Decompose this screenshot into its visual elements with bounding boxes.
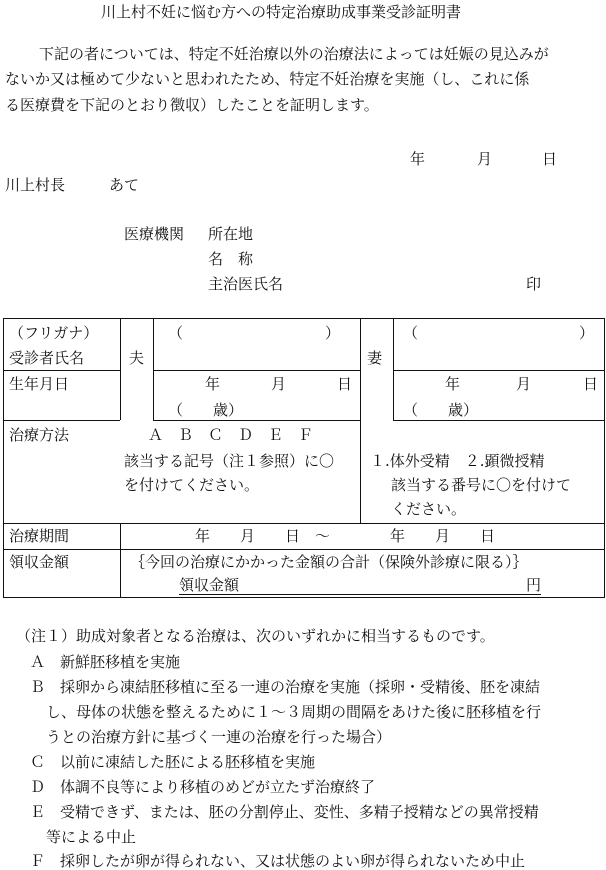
furigana-label: （フリガナ） bbox=[9, 324, 99, 342]
date-year-label: 年 bbox=[410, 150, 426, 168]
intro-line-3: る医療費を下記のとおり徴収）したことを証明します。 bbox=[5, 96, 379, 114]
doctor-name-label: 主治医氏名 bbox=[208, 275, 284, 293]
wife-birth-day: 日 bbox=[583, 375, 599, 393]
husband-age: （ 歳） bbox=[168, 401, 244, 419]
patient-name-label: 受診者氏名 bbox=[9, 349, 85, 367]
husband-label: 夫 bbox=[129, 349, 145, 367]
birth-date-label: 生年月日 bbox=[9, 375, 70, 393]
intro-line-2: ないか又は極めて少ないと思われたため、特定不妊治療を実施（し、これに係 bbox=[5, 70, 530, 88]
wife-furigana-open: （ bbox=[403, 324, 419, 342]
addressee-name: 川上村長 bbox=[5, 176, 66, 194]
intro-line-1: 下記の者については、特定不妊治療以外の治療法によっては妊娠の見込みが bbox=[39, 45, 549, 63]
note-b-line-1: Ｂ 採卵から凍結胚移植に至る一連の治療を実施（採卵・受精後、胚を凍結 bbox=[30, 678, 541, 696]
note-b-line-3: うとの治療方針に基づく一連の治療を行った場合） bbox=[46, 728, 392, 746]
wife-age: （ 歳） bbox=[403, 401, 479, 419]
date-day-label: 日 bbox=[542, 150, 558, 168]
husband-furigana-close: ） bbox=[325, 324, 341, 342]
fertilization-instruction-2: ください。 bbox=[391, 500, 467, 518]
treatment-method-codes: Ａ Ｂ Ｃ Ｄ Ｅ Ｆ bbox=[148, 426, 314, 444]
notes-header: （注１）助成対象者となる治療は、次のいずれかに相当するものです。 bbox=[16, 627, 495, 645]
treatment-method-label: 治療方法 bbox=[9, 426, 70, 444]
yen-label: 円 bbox=[525, 576, 541, 594]
amount-note: ｛今回の治療にかかった金額の合計（保険外診療に限る）｝ bbox=[130, 553, 528, 571]
date-month-label: 月 bbox=[477, 150, 493, 168]
institution-address-label: 所在地 bbox=[208, 225, 254, 243]
note-d: Ｄ 体調不良等により移植のめどが立たず治療終了 bbox=[30, 778, 376, 796]
method-instruction-1: 該当する記号（注１参照）に〇 bbox=[124, 452, 335, 470]
note-f: Ｆ 採卵したが卵が得られない、又は状態のよい卵が得られないため中止 bbox=[30, 852, 526, 870]
document-title: 川上村不妊に悩む方への特定治療助成事業受診証明書 bbox=[101, 3, 462, 21]
treatment-period-value: 年 月 日 ～ 年 月 日 bbox=[195, 527, 496, 545]
amount-field-label: 領収金額 bbox=[179, 576, 240, 594]
addressee-suffix: あて bbox=[109, 176, 140, 194]
husband-furigana-open: （ bbox=[168, 324, 184, 342]
husband-birth-year: 年 bbox=[205, 375, 221, 393]
note-b-line-2: し、母体の状態を整えるために１～３周期の間隔をあけた後に胚移植を行 bbox=[46, 703, 542, 721]
method-instruction-2: を付けてください。 bbox=[124, 476, 260, 494]
seal-mark: 印 bbox=[526, 275, 542, 293]
wife-birth-month: 月 bbox=[516, 375, 532, 393]
husband-birth-day: 日 bbox=[337, 375, 353, 393]
husband-birth-month: 月 bbox=[271, 375, 287, 393]
note-e-line-1: Ｅ 受精できず、または、胚の分割停止、変性、多精子授精などの異常授精 bbox=[30, 803, 539, 821]
institution-name-label: 名 称 bbox=[208, 250, 254, 268]
fertilization-options: １.体外受精 ２.顕微授精 bbox=[370, 452, 545, 470]
wife-label: 妻 bbox=[367, 349, 383, 367]
institution-label: 医療機関 bbox=[124, 225, 185, 243]
note-e-line-2: 等による中止 bbox=[46, 828, 137, 846]
fertilization-instruction-1: 該当する番号に〇を付けて bbox=[391, 476, 572, 494]
amount-field bbox=[179, 576, 541, 595]
certificate-form bbox=[3, 318, 605, 598]
wife-furigana-close: ） bbox=[579, 324, 595, 342]
amount-label: 領収金額 bbox=[9, 553, 70, 571]
note-c: Ｃ 以前に凍結した胚による胚移植を実施 bbox=[30, 753, 316, 771]
treatment-period-label: 治療期間 bbox=[9, 527, 70, 545]
note-a: Ａ 新鮮胚移植を実施 bbox=[30, 653, 181, 671]
wife-birth-year: 年 bbox=[445, 375, 461, 393]
